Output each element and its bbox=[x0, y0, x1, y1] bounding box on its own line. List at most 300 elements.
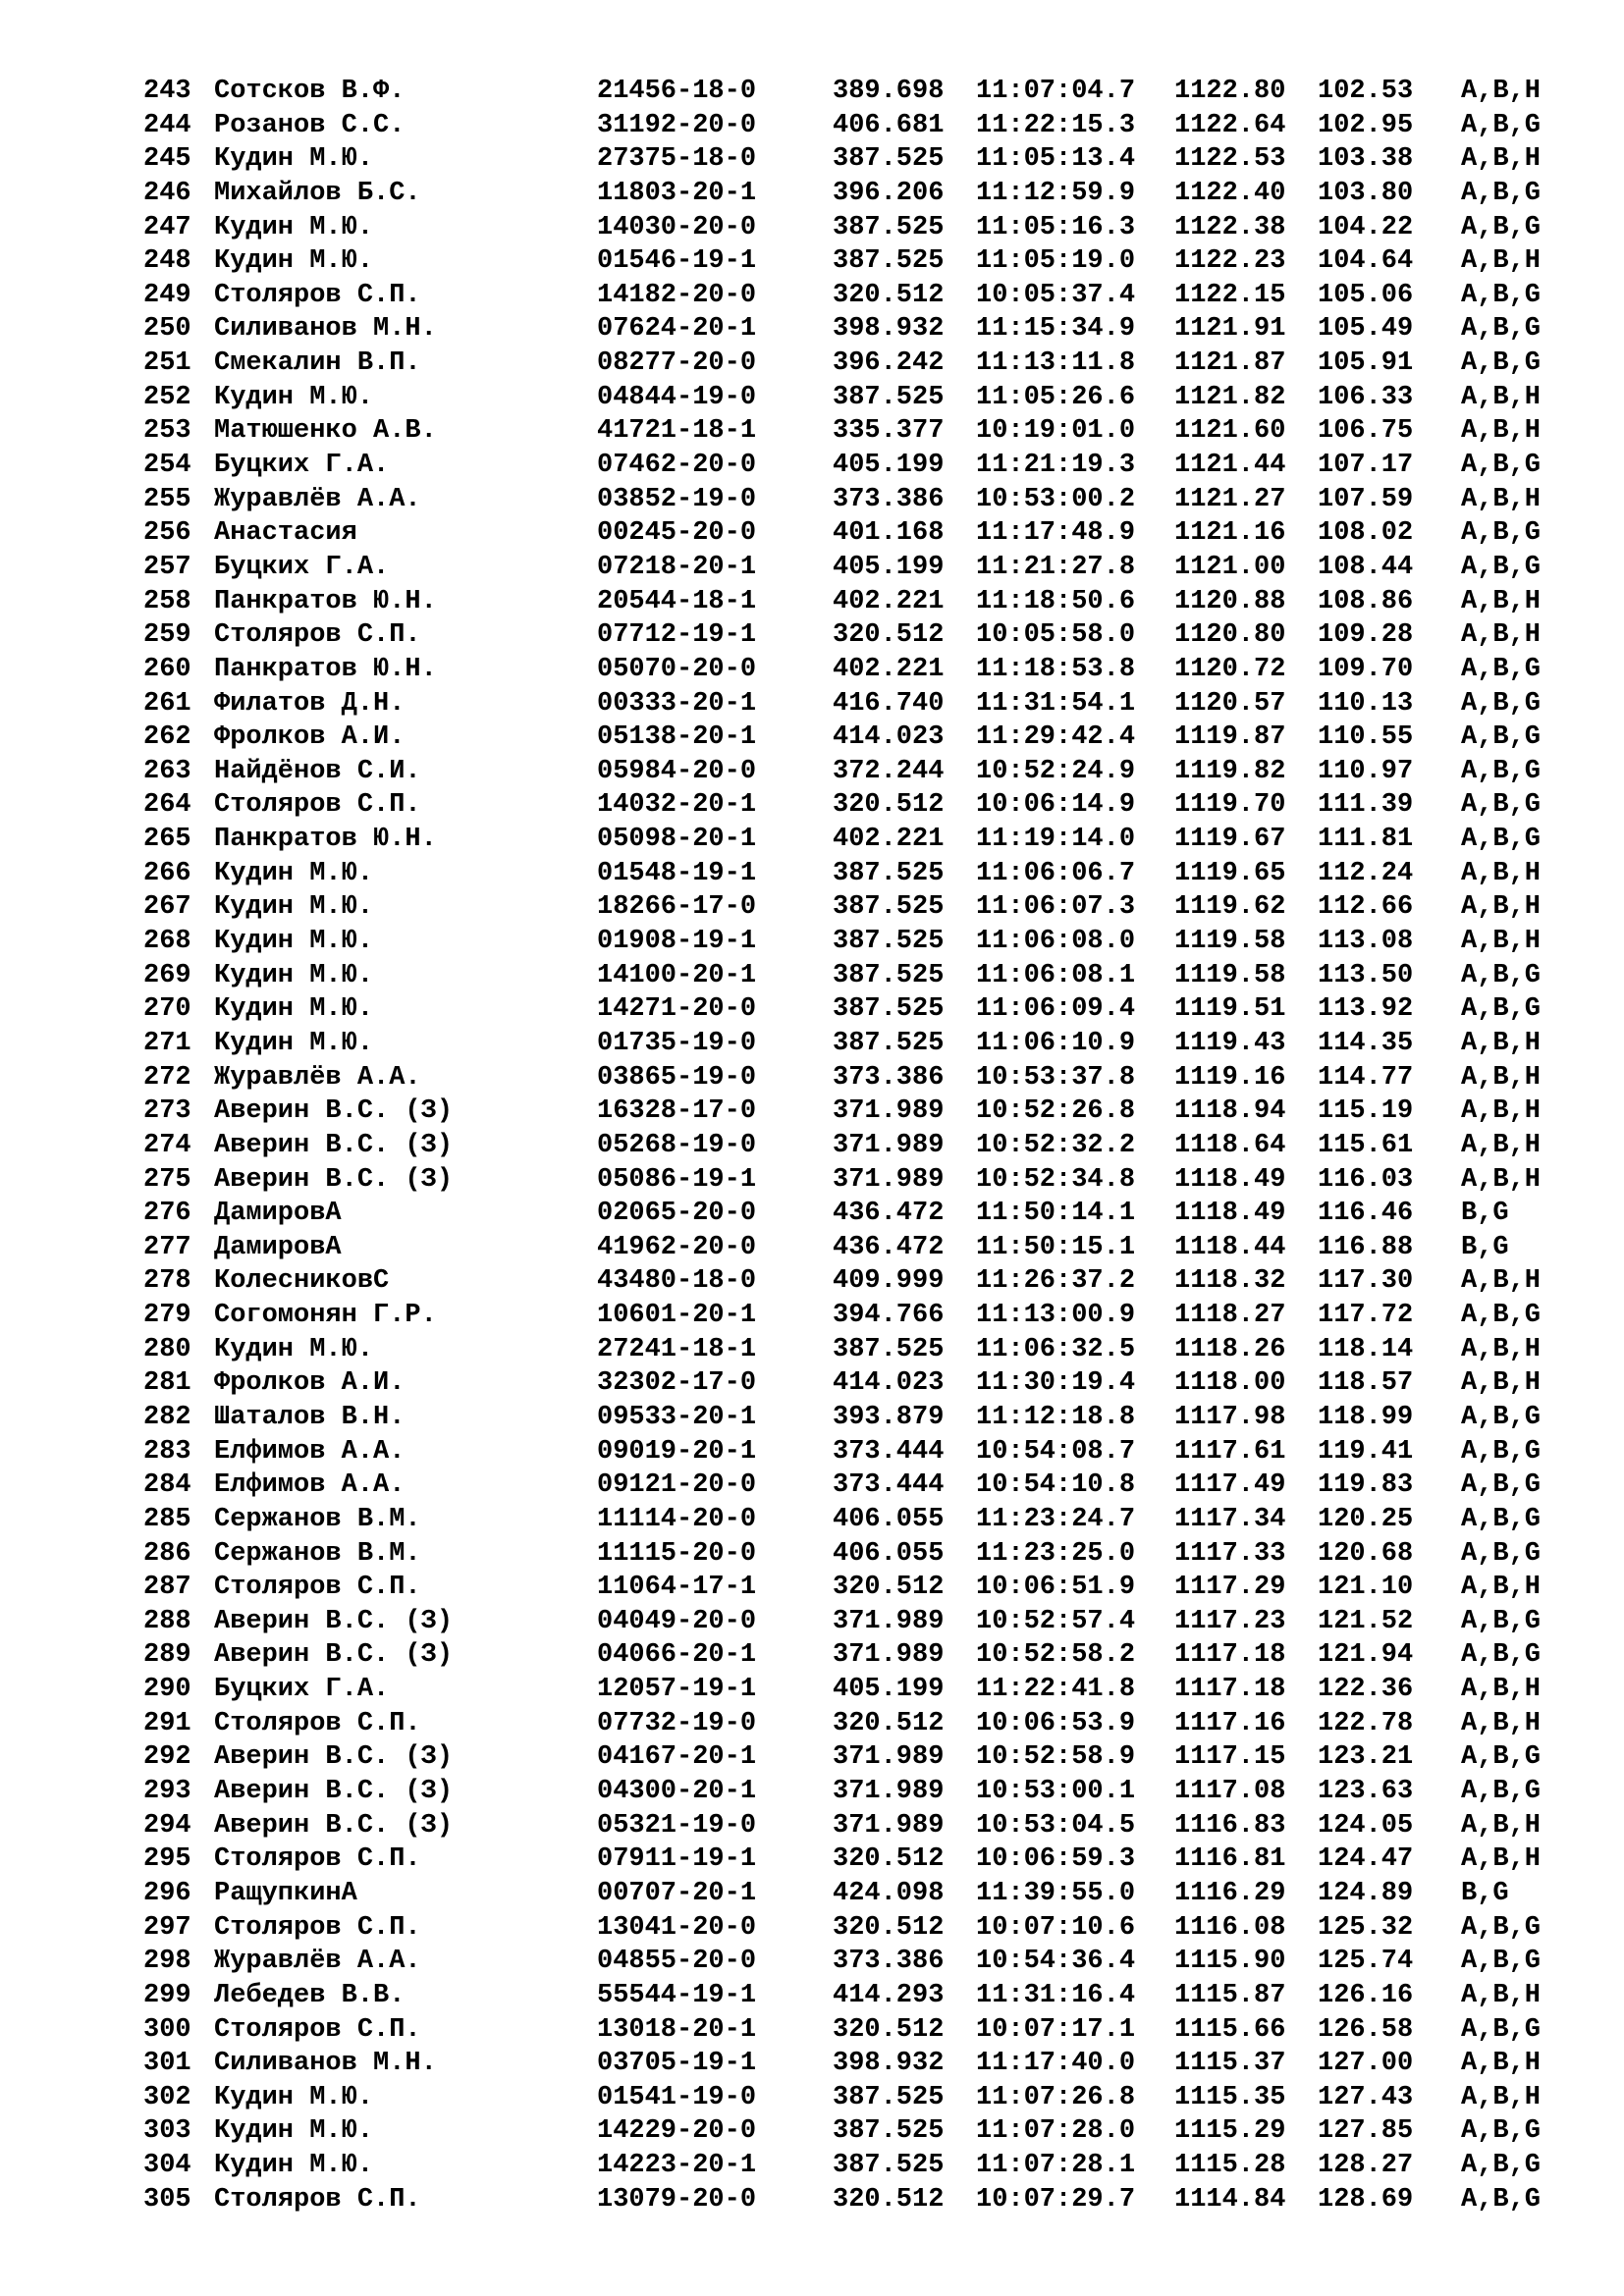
fancier-name-cell: Михайлов Б.С. bbox=[214, 178, 421, 208]
speed-cell: 1117.16 bbox=[1174, 1708, 1286, 1738]
rank-cell: 250 bbox=[143, 314, 191, 345]
ring-number-cell: 01735-19-0 bbox=[597, 1028, 757, 1058]
distance-cell: 402.221 bbox=[833, 654, 945, 684]
fancier-name-cell: Кудин М.Ю. bbox=[214, 892, 374, 923]
rank-cell: 266 bbox=[143, 858, 191, 888]
ring-number-cell: 13079-20-0 bbox=[597, 2184, 757, 2215]
speed-cell: 1118.94 bbox=[1174, 1096, 1286, 1127]
table-row bbox=[143, 516, 1557, 551]
group-cell: B,G bbox=[1461, 1199, 1509, 1229]
distance-cell: 387.525 bbox=[833, 2116, 945, 2147]
group-cell: A,B,H bbox=[1461, 892, 1542, 923]
arrival-time-cell: 10:54:36.4 bbox=[976, 1947, 1136, 1977]
speed-cell: 1117.98 bbox=[1174, 1402, 1286, 1432]
group-cell: A,B,G bbox=[1461, 451, 1542, 481]
distance-cell: 402.221 bbox=[833, 586, 945, 616]
rank-cell: 244 bbox=[143, 110, 191, 140]
arrival-time-cell: 11:23:25.0 bbox=[976, 1538, 1136, 1569]
speed-cell: 1117.18 bbox=[1174, 1640, 1286, 1671]
ring-number-cell: 16328-17-0 bbox=[597, 1096, 757, 1127]
speed-cell: 1119.51 bbox=[1174, 994, 1286, 1025]
arrival-time-cell: 11:29:42.4 bbox=[976, 722, 1136, 753]
coefficient-cell: 113.08 bbox=[1318, 927, 1414, 957]
distance-cell: 320.512 bbox=[833, 2184, 945, 2215]
distance-cell: 320.512 bbox=[833, 620, 945, 651]
coefficient-cell: 124.05 bbox=[1318, 1810, 1414, 1841]
arrival-time-cell: 10:52:26.8 bbox=[976, 1096, 1136, 1127]
fancier-name-cell: Фролков А.И. bbox=[214, 1368, 406, 1399]
group-cell: A,B,H bbox=[1461, 1708, 1542, 1738]
table-row bbox=[143, 1809, 1557, 1843]
speed-cell: 1117.15 bbox=[1174, 1742, 1286, 1773]
coefficient-cell: 111.39 bbox=[1318, 790, 1414, 821]
rank-cell: 304 bbox=[143, 2151, 191, 2181]
group-cell: A,B,H bbox=[1461, 2049, 1542, 2079]
arrival-time-cell: 11:18:53.8 bbox=[976, 654, 1136, 684]
speed-cell: 1118.27 bbox=[1174, 1301, 1286, 1331]
fancier-name-cell: Кудин М.Ю. bbox=[214, 2116, 374, 2147]
distance-cell: 387.525 bbox=[833, 2082, 945, 2112]
coefficient-cell: 119.41 bbox=[1318, 1436, 1414, 1467]
speed-cell: 1115.35 bbox=[1174, 2082, 1286, 2112]
arrival-time-cell: 10:06:59.3 bbox=[976, 1844, 1136, 1875]
speed-cell: 1121.00 bbox=[1174, 552, 1286, 582]
fancier-name-cell: Филатов Д.Н. bbox=[214, 688, 406, 719]
fancier-name-cell: Елфимов А.А. bbox=[214, 1436, 406, 1467]
coefficient-cell: 122.36 bbox=[1318, 1675, 1414, 1705]
ring-number-cell: 01548-19-1 bbox=[597, 858, 757, 888]
ring-number-cell: 05984-20-0 bbox=[597, 756, 757, 786]
coefficient-cell: 115.19 bbox=[1318, 1096, 1414, 1127]
rank-cell: 256 bbox=[143, 518, 191, 549]
table-row bbox=[143, 312, 1557, 347]
arrival-time-cell: 11:12:18.8 bbox=[976, 1402, 1136, 1432]
coefficient-cell: 110.97 bbox=[1318, 756, 1414, 786]
fancier-name-cell: Кудин М.Ю. bbox=[214, 382, 374, 412]
rank-cell: 295 bbox=[143, 1844, 191, 1875]
distance-cell: 414.023 bbox=[833, 1368, 945, 1399]
ring-number-cell: 04049-20-0 bbox=[597, 1606, 757, 1636]
coefficient-cell: 118.57 bbox=[1318, 1368, 1414, 1399]
rank-cell: 289 bbox=[143, 1640, 191, 1671]
table-row bbox=[143, 109, 1557, 143]
group-cell: A,B,H bbox=[1461, 1028, 1542, 1058]
speed-cell: 1122.15 bbox=[1174, 280, 1286, 310]
coefficient-cell: 107.17 bbox=[1318, 451, 1414, 481]
coefficient-cell: 104.22 bbox=[1318, 212, 1414, 242]
rank-cell: 272 bbox=[143, 1062, 191, 1093]
rank-cell: 298 bbox=[143, 1947, 191, 1977]
arrival-time-cell: 11:26:37.2 bbox=[976, 1266, 1136, 1297]
coefficient-cell: 117.72 bbox=[1318, 1301, 1414, 1331]
group-cell: A,B,H bbox=[1461, 382, 1542, 412]
distance-cell: 371.989 bbox=[833, 1130, 945, 1160]
fancier-name-cell: Смекалин В.П. bbox=[214, 348, 421, 379]
speed-cell: 1120.88 bbox=[1174, 586, 1286, 616]
fancier-name-cell: Анастасия bbox=[214, 518, 357, 549]
ring-number-cell: 20544-18-1 bbox=[597, 586, 757, 616]
arrival-time-cell: 10:07:29.7 bbox=[976, 2184, 1136, 2215]
ring-number-cell: 13018-20-1 bbox=[597, 2014, 757, 2045]
ring-number-cell: 07218-20-1 bbox=[597, 552, 757, 582]
table-row bbox=[143, 142, 1557, 177]
group-cell: A,B,H bbox=[1461, 620, 1542, 651]
rank-cell: 299 bbox=[143, 1980, 191, 2010]
ring-number-cell: 03705-19-1 bbox=[597, 2049, 757, 2079]
fancier-name-cell: Кудин М.Ю. bbox=[214, 2151, 374, 2181]
rank-cell: 301 bbox=[143, 2049, 191, 2079]
arrival-time-cell: 11:50:15.1 bbox=[976, 1232, 1136, 1262]
fancier-name-cell: Журавлёв А.А. bbox=[214, 1062, 421, 1093]
fancier-name-cell: Кудин М.Ю. bbox=[214, 1028, 374, 1058]
distance-cell: 373.444 bbox=[833, 1470, 945, 1501]
table-row bbox=[143, 1842, 1557, 1877]
fancier-name-cell: Буцких Г.А. bbox=[214, 451, 390, 481]
coefficient-cell: 116.03 bbox=[1318, 1164, 1414, 1195]
ring-number-cell: 07712-19-1 bbox=[597, 620, 757, 651]
speed-cell: 1119.65 bbox=[1174, 858, 1286, 888]
speed-cell: 1119.43 bbox=[1174, 1028, 1286, 1058]
fancier-name-cell: Аверин В.С. (З) bbox=[214, 1096, 454, 1127]
arrival-time-cell: 11:22:41.8 bbox=[976, 1675, 1136, 1705]
arrival-time-cell: 10:19:01.0 bbox=[976, 416, 1136, 447]
arrival-time-cell: 11:07:28.1 bbox=[976, 2151, 1136, 2181]
speed-cell: 1120.80 bbox=[1174, 620, 1286, 651]
ring-number-cell: 43480-18-0 bbox=[597, 1266, 757, 1297]
speed-cell: 1115.37 bbox=[1174, 2049, 1286, 2079]
distance-cell: 320.512 bbox=[833, 280, 945, 310]
speed-cell: 1115.29 bbox=[1174, 2116, 1286, 2147]
distance-cell: 373.386 bbox=[833, 484, 945, 514]
speed-cell: 1119.58 bbox=[1174, 960, 1286, 990]
distance-cell: 405.199 bbox=[833, 451, 945, 481]
table-row bbox=[143, 890, 1557, 925]
rank-cell: 249 bbox=[143, 280, 191, 310]
group-cell: B,G bbox=[1461, 1232, 1509, 1262]
table-row bbox=[143, 449, 1557, 483]
group-cell: A,B,H bbox=[1461, 1573, 1542, 1603]
arrival-time-cell: 11:05:13.4 bbox=[976, 144, 1136, 175]
fancier-name-cell: Кудин М.Ю. bbox=[214, 2082, 374, 2112]
ring-number-cell: 03865-19-0 bbox=[597, 1062, 757, 1093]
arrival-time-cell: 11:07:28.0 bbox=[976, 2116, 1136, 2147]
table-row bbox=[143, 1673, 1557, 1707]
table-row bbox=[143, 721, 1557, 755]
distance-cell: 387.525 bbox=[833, 246, 945, 277]
distance-cell: 335.377 bbox=[833, 416, 945, 447]
distance-cell: 405.199 bbox=[833, 1675, 945, 1705]
speed-cell: 1117.33 bbox=[1174, 1538, 1286, 1569]
distance-cell: 320.512 bbox=[833, 1708, 945, 1738]
arrival-time-cell: 10:06:53.9 bbox=[976, 1708, 1136, 1738]
coefficient-cell: 124.89 bbox=[1318, 1878, 1414, 1908]
ring-number-cell: 01541-19-0 bbox=[597, 2082, 757, 2112]
table-row bbox=[143, 959, 1557, 993]
speed-cell: 1117.18 bbox=[1174, 1675, 1286, 1705]
table-row bbox=[143, 483, 1557, 517]
fancier-name-cell: Аверин В.С. (З) bbox=[214, 1777, 454, 1807]
fancier-name-cell: Кудин М.Ю. bbox=[214, 927, 374, 957]
group-cell: A,B,G bbox=[1461, 790, 1542, 821]
coefficient-cell: 124.47 bbox=[1318, 1844, 1414, 1875]
table-row bbox=[143, 1911, 1557, 1946]
fancier-name-cell: Журавлёв А.А. bbox=[214, 1947, 421, 1977]
speed-cell: 1117.29 bbox=[1174, 1573, 1286, 1603]
rank-cell: 283 bbox=[143, 1436, 191, 1467]
coefficient-cell: 103.80 bbox=[1318, 178, 1414, 208]
arrival-time-cell: 11:05:16.3 bbox=[976, 212, 1136, 242]
coefficient-cell: 117.30 bbox=[1318, 1266, 1414, 1297]
speed-cell: 1119.62 bbox=[1174, 892, 1286, 923]
coefficient-cell: 120.68 bbox=[1318, 1538, 1414, 1569]
fancier-name-cell: Столяров С.П. bbox=[214, 620, 421, 651]
rank-cell: 280 bbox=[143, 1334, 191, 1364]
fancier-name-cell: Аверин В.С. (З) bbox=[214, 1164, 454, 1195]
fancier-name-cell: Столяров С.П. bbox=[214, 2184, 421, 2215]
arrival-time-cell: 11:05:19.0 bbox=[976, 246, 1136, 277]
coefficient-cell: 112.66 bbox=[1318, 892, 1414, 923]
distance-cell: 387.525 bbox=[833, 1028, 945, 1058]
rank-cell: 284 bbox=[143, 1470, 191, 1501]
speed-cell: 1117.34 bbox=[1174, 1504, 1286, 1534]
speed-cell: 1117.61 bbox=[1174, 1436, 1286, 1467]
distance-cell: 371.989 bbox=[833, 1777, 945, 1807]
distance-cell: 405.199 bbox=[833, 552, 945, 582]
ring-number-cell: 07732-19-0 bbox=[597, 1708, 757, 1738]
coefficient-cell: 114.35 bbox=[1318, 1028, 1414, 1058]
ring-number-cell: 05070-20-0 bbox=[597, 654, 757, 684]
coefficient-cell: 111.81 bbox=[1318, 825, 1414, 855]
table-row bbox=[143, 2114, 1557, 2149]
coefficient-cell: 106.33 bbox=[1318, 382, 1414, 412]
fancier-name-cell: Столяров С.П. bbox=[214, 1844, 421, 1875]
speed-cell: 1115.90 bbox=[1174, 1947, 1286, 1977]
coefficient-cell: 116.46 bbox=[1318, 1199, 1414, 1229]
group-cell: A,B,H bbox=[1461, 77, 1542, 106]
fancier-name-cell: Лебедев В.В. bbox=[214, 1980, 406, 2010]
group-cell: B,G bbox=[1461, 1878, 1509, 1908]
ring-number-cell: 02065-20-0 bbox=[597, 1199, 757, 1229]
group-cell: A,B,H bbox=[1461, 484, 1542, 514]
distance-cell: 320.512 bbox=[833, 1912, 945, 1943]
coefficient-cell: 110.55 bbox=[1318, 722, 1414, 753]
distance-cell: 320.512 bbox=[833, 1844, 945, 1875]
arrival-time-cell: 10:53:00.2 bbox=[976, 484, 1136, 514]
distance-cell: 387.525 bbox=[833, 144, 945, 175]
group-cell: A,B,H bbox=[1461, 1096, 1542, 1127]
distance-cell: 401.168 bbox=[833, 518, 945, 549]
speed-cell: 1117.23 bbox=[1174, 1606, 1286, 1636]
arrival-time-cell: 11:15:34.9 bbox=[976, 314, 1136, 345]
fancier-name-cell: Столяров С.П. bbox=[214, 1573, 421, 1603]
arrival-time-cell: 11:06:08.1 bbox=[976, 960, 1136, 990]
ring-number-cell: 05098-20-1 bbox=[597, 825, 757, 855]
speed-cell: 1119.67 bbox=[1174, 825, 1286, 855]
table-row bbox=[143, 1740, 1557, 1775]
table-row bbox=[143, 381, 1557, 415]
arrival-time-cell: 10:07:10.6 bbox=[976, 1912, 1136, 1943]
group-cell: A,B,G bbox=[1461, 178, 1542, 208]
coefficient-cell: 123.63 bbox=[1318, 1777, 1414, 1807]
fancier-name-cell: Кудин М.Ю. bbox=[214, 246, 374, 277]
speed-cell: 1118.44 bbox=[1174, 1232, 1286, 1262]
rank-cell: 263 bbox=[143, 756, 191, 786]
group-cell: A,B,H bbox=[1461, 1810, 1542, 1841]
rank-cell: 257 bbox=[143, 552, 191, 582]
fancier-name-cell: Панкратов Ю.Н. bbox=[214, 586, 437, 616]
arrival-time-cell: 11:18:50.6 bbox=[976, 586, 1136, 616]
arrival-time-cell: 10:52:57.4 bbox=[976, 1606, 1136, 1636]
coefficient-cell: 114.77 bbox=[1318, 1062, 1414, 1093]
group-cell: A,B,H bbox=[1461, 1062, 1542, 1093]
distance-cell: 320.512 bbox=[833, 1573, 945, 1603]
arrival-time-cell: 11:06:06.7 bbox=[976, 858, 1136, 888]
fancier-name-cell: Кудин М.Ю. bbox=[214, 858, 374, 888]
distance-cell: 387.525 bbox=[833, 960, 945, 990]
speed-cell: 1117.08 bbox=[1174, 1777, 1286, 1807]
ring-number-cell: 11115-20-0 bbox=[597, 1538, 757, 1569]
distance-cell: 373.386 bbox=[833, 1947, 945, 1977]
fancier-name-cell: Кудин М.Ю. bbox=[214, 1334, 374, 1364]
coefficient-cell: 116.88 bbox=[1318, 1232, 1414, 1262]
rank-cell: 253 bbox=[143, 416, 191, 447]
ring-number-cell: 27375-18-0 bbox=[597, 144, 757, 175]
ring-number-cell: 00707-20-1 bbox=[597, 1878, 757, 1908]
coefficient-cell: 118.14 bbox=[1318, 1334, 1414, 1364]
table-row bbox=[143, 1945, 1557, 1979]
rank-cell: 258 bbox=[143, 586, 191, 616]
distance-cell: 387.525 bbox=[833, 2151, 945, 2181]
arrival-time-cell: 11:13:00.9 bbox=[976, 1301, 1136, 1331]
speed-cell: 1114.84 bbox=[1174, 2184, 1286, 2215]
rank-cell: 296 bbox=[143, 1878, 191, 1908]
speed-cell: 1118.32 bbox=[1174, 1266, 1286, 1297]
distance-cell: 320.512 bbox=[833, 2014, 945, 2045]
group-cell: A,B,G bbox=[1461, 1606, 1542, 1636]
group-cell: A,B,G bbox=[1461, 756, 1542, 786]
group-cell: A,B,G bbox=[1461, 2151, 1542, 2181]
distance-cell: 371.989 bbox=[833, 1810, 945, 1841]
distance-cell: 371.989 bbox=[833, 1606, 945, 1636]
rank-cell: 269 bbox=[143, 960, 191, 990]
fancier-name-cell: Аверин В.С. (З) bbox=[214, 1742, 454, 1773]
table-row bbox=[143, 1503, 1557, 1537]
group-cell: A,B,G bbox=[1461, 2116, 1542, 2147]
ring-number-cell: 21456-18-0 bbox=[597, 77, 757, 106]
group-cell: A,B,G bbox=[1461, 2014, 1542, 2045]
distance-cell: 414.023 bbox=[833, 722, 945, 753]
rank-cell: 294 bbox=[143, 1810, 191, 1841]
table-row bbox=[143, 1638, 1557, 1673]
arrival-time-cell: 10:53:37.8 bbox=[976, 1062, 1136, 1093]
rank-cell: 248 bbox=[143, 246, 191, 277]
fancier-name-cell: Кудин М.Ю. bbox=[214, 994, 374, 1025]
distance-cell: 398.932 bbox=[833, 2049, 945, 2079]
arrival-time-cell: 10:53:04.5 bbox=[976, 1810, 1136, 1841]
group-cell: A,B,G bbox=[1461, 1777, 1542, 1807]
distance-cell: 402.221 bbox=[833, 825, 945, 855]
ring-number-cell: 11803-20-1 bbox=[597, 178, 757, 208]
rank-cell: 255 bbox=[143, 484, 191, 514]
distance-cell: 387.525 bbox=[833, 1334, 945, 1364]
fancier-name-cell: Сержанов В.М. bbox=[214, 1538, 421, 1569]
group-cell: A,B,H bbox=[1461, 2082, 1542, 2112]
speed-cell: 1121.91 bbox=[1174, 314, 1286, 345]
coefficient-cell: 125.32 bbox=[1318, 1912, 1414, 1943]
arrival-time-cell: 11:13:11.8 bbox=[976, 348, 1136, 379]
table-row bbox=[143, 2149, 1557, 2183]
speed-cell: 1121.60 bbox=[1174, 416, 1286, 447]
ring-number-cell: 55544-19-1 bbox=[597, 1980, 757, 2010]
fancier-name-cell: Столяров С.П. bbox=[214, 1708, 421, 1738]
coefficient-cell: 121.52 bbox=[1318, 1606, 1414, 1636]
distance-cell: 393.879 bbox=[833, 1402, 945, 1432]
ring-number-cell: 08277-20-0 bbox=[597, 348, 757, 379]
distance-cell: 398.932 bbox=[833, 314, 945, 345]
group-cell: A,B,G bbox=[1461, 825, 1542, 855]
group-cell: A,B,G bbox=[1461, 1912, 1542, 1943]
coefficient-cell: 120.25 bbox=[1318, 1504, 1414, 1534]
table-row bbox=[143, 823, 1557, 857]
coefficient-cell: 108.02 bbox=[1318, 518, 1414, 549]
coefficient-cell: 113.50 bbox=[1318, 960, 1414, 990]
coefficient-cell: 108.44 bbox=[1318, 552, 1414, 582]
table-row bbox=[143, 653, 1557, 687]
fancier-name-cell: Шаталов В.Н. bbox=[214, 1402, 406, 1432]
coefficient-cell: 105.91 bbox=[1318, 348, 1414, 379]
fancier-name-cell: РащупкинА bbox=[214, 1878, 357, 1908]
ring-number-cell: 11064-17-1 bbox=[597, 1573, 757, 1603]
ring-number-cell: 14030-20-0 bbox=[597, 212, 757, 242]
fancier-name-cell: Елфимов А.А. bbox=[214, 1470, 406, 1501]
arrival-time-cell: 11:07:26.8 bbox=[976, 2082, 1136, 2112]
rank-cell: 245 bbox=[143, 144, 191, 175]
arrival-time-cell: 10:07:17.1 bbox=[976, 2014, 1136, 2045]
ring-number-cell: 12057-19-1 bbox=[597, 1675, 757, 1705]
table-row bbox=[143, 2081, 1557, 2115]
group-cell: A,B,H bbox=[1461, 1164, 1542, 1195]
speed-cell: 1121.82 bbox=[1174, 382, 1286, 412]
rank-cell: 297 bbox=[143, 1912, 191, 1943]
rank-cell: 278 bbox=[143, 1266, 191, 1297]
table-row bbox=[143, 857, 1557, 891]
group-cell: A,B,H bbox=[1461, 1130, 1542, 1160]
fancier-name-cell: Кудин М.Ю. bbox=[214, 212, 374, 242]
rank-cell: 259 bbox=[143, 620, 191, 651]
table-row bbox=[143, 1979, 1557, 2013]
arrival-time-cell: 11:17:48.9 bbox=[976, 518, 1136, 549]
rank-cell: 275 bbox=[143, 1164, 191, 1195]
arrival-time-cell: 11:50:14.1 bbox=[976, 1199, 1136, 1229]
fancier-name-cell: Фролков А.И. bbox=[214, 722, 406, 753]
group-cell: A,B,G bbox=[1461, 280, 1542, 310]
coefficient-cell: 109.28 bbox=[1318, 620, 1414, 651]
table-row bbox=[143, 925, 1557, 959]
ring-number-cell: 07624-20-1 bbox=[597, 314, 757, 345]
fancier-name-cell: Матюшенко А.В. bbox=[214, 416, 437, 447]
table-row bbox=[143, 585, 1557, 619]
rank-cell: 262 bbox=[143, 722, 191, 753]
fancier-name-cell: Панкратов Ю.Н. bbox=[214, 825, 437, 855]
distance-cell: 371.989 bbox=[833, 1164, 945, 1195]
arrival-time-cell: 11:19:14.0 bbox=[976, 825, 1136, 855]
arrival-time-cell: 11:06:10.9 bbox=[976, 1028, 1136, 1058]
speed-cell: 1118.00 bbox=[1174, 1368, 1286, 1399]
coefficient-cell: 112.24 bbox=[1318, 858, 1414, 888]
speed-cell: 1122.40 bbox=[1174, 178, 1286, 208]
arrival-time-cell: 11:06:08.0 bbox=[976, 927, 1136, 957]
group-cell: A,B,H bbox=[1461, 144, 1542, 175]
